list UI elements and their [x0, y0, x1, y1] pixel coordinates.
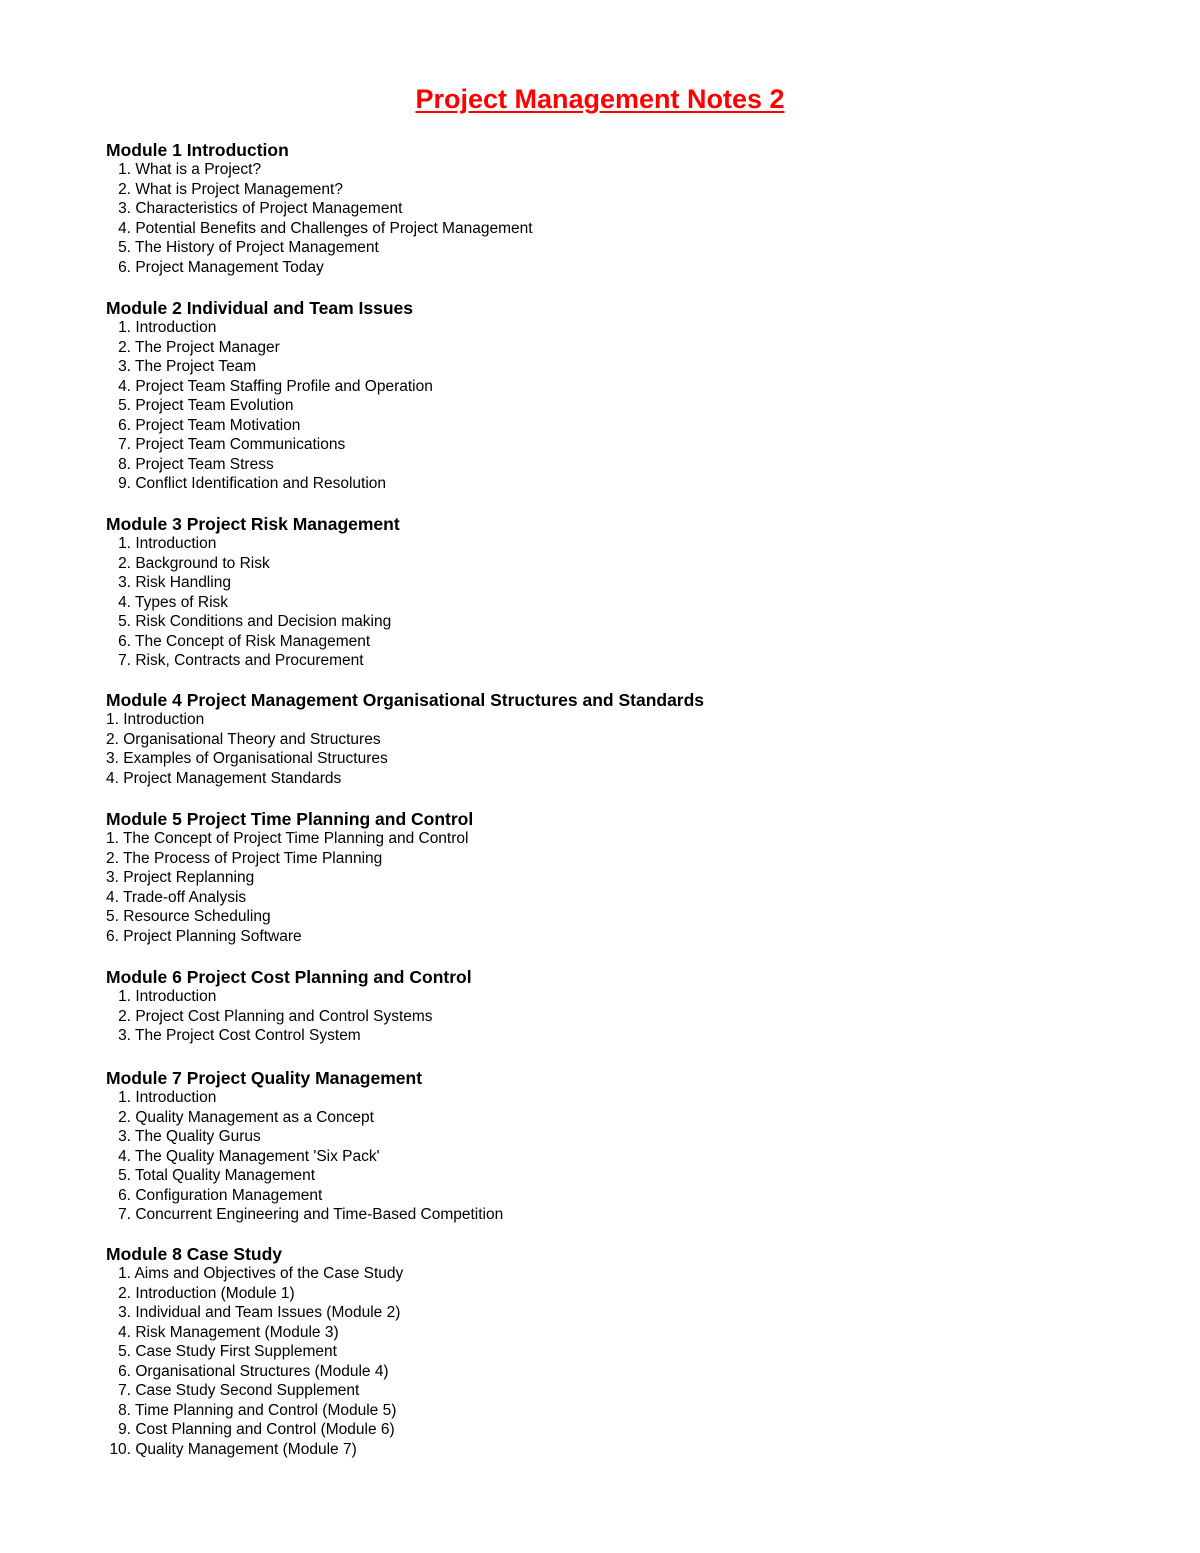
list-item: [106, 593, 400, 613]
list-item: [106, 455, 433, 475]
item-text: Project Team Stress: [135, 455, 274, 473]
item-text: What is a Project?: [135, 161, 262, 178]
item-number: 3.: [106, 869, 119, 886]
list-item: [106, 318, 433, 338]
item-number: 8.: [118, 1401, 131, 1419]
topic-list: [106, 987, 472, 1046]
topic-list: [106, 1264, 403, 1459]
module-heading: Module 6 Project Cost Planning and Control: [106, 967, 472, 987]
item-text: The Process of Project Time Planning: [122, 849, 383, 867]
item-number: 6.: [118, 632, 131, 650]
item-number: 4.: [118, 377, 131, 395]
item-text: Conflict Identification and Resolution: [135, 475, 387, 492]
list-item: [106, 749, 704, 769]
list-item: [106, 338, 433, 358]
item-text: Risk Management (Module 3): [135, 1323, 339, 1341]
list-item: [106, 534, 400, 554]
item-text: The Project Team: [135, 358, 257, 375]
item-text: Concurrent Engineering and Time-Based Competition: [135, 1206, 504, 1223]
item-number: 2.: [118, 1108, 131, 1126]
item-number: 4.: [118, 1323, 131, 1341]
module-heading: Module 5 Project Time Planning and Control: [106, 809, 474, 829]
item-number: 4.: [106, 769, 119, 787]
item-number: 10.: [109, 1440, 131, 1458]
item-number: 3.: [118, 1128, 131, 1145]
list-item: [106, 1088, 503, 1108]
item-text: Project Planning Software: [123, 927, 302, 945]
item-text: What is Project Management?: [135, 180, 343, 198]
module-section: [106, 1068, 503, 1225]
item-text: Case Study Second Supplement: [135, 1382, 360, 1399]
list-item: [106, 849, 473, 869]
list-item: [106, 1342, 403, 1362]
item-number: 4.: [118, 593, 131, 611]
item-text: Organisational Structures (Module 4): [135, 1362, 389, 1380]
item-text: Examples of Organisational Structures: [123, 750, 388, 767]
item-text: Resource Scheduling: [123, 908, 271, 925]
item-number: 6.: [118, 1186, 131, 1204]
item-number: 6.: [118, 416, 131, 434]
module-heading: Module 4 Project Management Organisational Structures and Standards: [106, 690, 705, 710]
list-item: [106, 1362, 403, 1382]
topic-list: [106, 710, 704, 788]
list-item: [106, 238, 533, 258]
item-number: 6.: [106, 927, 119, 945]
item-text: Characteristics of Project Management: [135, 200, 403, 217]
module-heading: Module 2 Individual and Team Issues: [106, 298, 413, 318]
item-text: The Concept of Project Time Planning and Control: [122, 830, 469, 847]
item-number: 2.: [118, 1284, 131, 1302]
item-text: Trade-off Analysis: [122, 888, 247, 906]
list-item: [106, 612, 400, 632]
list-item: [106, 1026, 472, 1046]
item-text: Configuration Management: [135, 1186, 323, 1204]
list-item: [106, 1303, 403, 1323]
item-number: 2.: [118, 554, 131, 572]
module-section: [106, 967, 472, 1046]
item-text: Time Planning and Control (Module 5): [135, 1401, 397, 1419]
item-text: Introduction: [123, 711, 205, 728]
item-number: 1.: [118, 535, 131, 552]
list-item: [106, 632, 400, 652]
list-item: [106, 357, 433, 377]
item-text: Introduction: [135, 1089, 217, 1106]
list-item: [106, 1147, 503, 1167]
item-number: 2.: [106, 730, 119, 748]
list-item: [106, 907, 473, 927]
item-text: Project Management Standards: [123, 769, 342, 787]
item-text: Quality Management as a Concept: [135, 1108, 374, 1126]
item-text: Project Team Evolution: [135, 397, 294, 414]
item-number: 3.: [118, 574, 131, 591]
item-number: 1.: [118, 1089, 131, 1106]
item-number: 1.: [106, 830, 119, 847]
item-text: Project Team Motivation: [135, 416, 301, 434]
list-item: [106, 199, 533, 219]
list-item: [106, 258, 533, 278]
item-text: Individual and Team Issues (Module 2): [135, 1304, 401, 1321]
list-item: [106, 1186, 503, 1206]
item-number: 5.: [118, 397, 131, 414]
item-text: Total Quality Management: [135, 1167, 316, 1184]
item-number: 8.: [118, 455, 131, 473]
item-text: Introduction: [135, 988, 217, 1005]
item-text: The Project Manager: [135, 338, 280, 356]
list-item: [106, 1284, 403, 1304]
list-item: [106, 1108, 503, 1128]
list-item: [106, 868, 473, 888]
list-item: [106, 474, 433, 494]
item-number: 5.: [118, 1167, 131, 1184]
item-text: Project Team Communications: [135, 436, 346, 453]
item-text: Aims and Objectives of the Case Study: [134, 1265, 404, 1282]
module-heading: Module 7 Project Quality Management: [106, 1068, 423, 1088]
list-item: [106, 769, 704, 789]
list-item: [106, 888, 473, 908]
list-item: [106, 1381, 403, 1401]
item-number: 3.: [118, 1304, 131, 1321]
item-number: 2.: [118, 1007, 131, 1025]
list-item: [106, 160, 533, 180]
list-item: [106, 219, 533, 239]
list-item: [106, 730, 704, 750]
topic-list: [106, 160, 533, 277]
item-number: 2.: [106, 849, 119, 867]
module-section: [106, 690, 704, 788]
item-number: 7.: [118, 436, 131, 453]
list-item: [106, 651, 400, 671]
item-text: Quality Management (Module 7): [135, 1440, 357, 1458]
item-number: 9.: [118, 475, 131, 492]
item-text: The Quality Gurus: [135, 1128, 261, 1145]
list-item: [106, 1440, 403, 1460]
list-item: [106, 710, 704, 730]
item-number: 3.: [118, 358, 131, 375]
item-text: Project Team Staffing Profile and Operation: [135, 377, 433, 395]
list-item: [106, 1264, 403, 1284]
module-heading: Module 1 Introduction: [106, 140, 289, 160]
item-text: Background to Risk: [135, 554, 270, 572]
item-number: 1.: [118, 988, 131, 1005]
module-section: [106, 298, 433, 494]
item-text: The Quality Management 'Six Pack': [135, 1147, 380, 1165]
page-title: Project Management Notes 2: [415, 84, 785, 114]
item-number: 3.: [118, 200, 131, 217]
list-item: [106, 927, 473, 947]
list-item: [106, 1166, 503, 1186]
item-number: 3.: [118, 1027, 131, 1044]
module-heading: Module 8 Case Study: [106, 1244, 283, 1264]
item-text: Risk Conditions and Decision making: [135, 613, 392, 630]
list-item: [106, 1007, 472, 1027]
module-section: [106, 514, 400, 671]
item-text: The Project Cost Control System: [135, 1027, 361, 1044]
item-number: 6.: [118, 258, 131, 276]
item-number: 9.: [118, 1421, 131, 1438]
item-number: 6.: [118, 1362, 131, 1380]
item-number: 4.: [118, 1147, 131, 1165]
list-item: [106, 180, 533, 200]
item-text: Risk, Contracts and Procurement: [135, 652, 364, 669]
item-number: 1.: [106, 711, 119, 728]
item-number: 5.: [118, 613, 131, 630]
item-text: Organisational Theory and Structures: [123, 730, 381, 748]
item-number: 1.: [118, 319, 131, 336]
list-item: [106, 554, 400, 574]
topic-list: [106, 534, 400, 671]
list-item: [106, 1205, 503, 1225]
item-text: Project Cost Planning and Control Systems: [135, 1007, 433, 1025]
item-text: Risk Handling: [135, 574, 231, 591]
item-text: Introduction: [135, 319, 217, 336]
item-text: The History of Project Management: [135, 239, 379, 256]
item-text: Potential Benefits and Challenges of Project Management: [135, 219, 533, 237]
list-item: [106, 416, 433, 436]
item-text: The Concept of Risk Management: [135, 632, 371, 650]
list-item: [106, 987, 472, 1007]
list-item: [106, 573, 400, 593]
item-number: 1.: [118, 161, 131, 178]
list-item: [106, 1127, 503, 1147]
item-number: 5.: [118, 1343, 131, 1360]
item-number: 2.: [118, 180, 131, 198]
topic-list: [106, 318, 433, 494]
module-heading: Module 3 Project Risk Management: [106, 514, 400, 534]
item-number: 5.: [106, 908, 119, 925]
item-text: Project Management Today: [135, 258, 324, 276]
item-number: 7.: [118, 1382, 131, 1399]
item-number: 7.: [118, 1206, 131, 1223]
item-text: Project Replanning: [123, 869, 255, 886]
list-item: [106, 1401, 403, 1421]
module-section: [106, 809, 473, 946]
module-section: [106, 1244, 403, 1459]
item-number: 2.: [118, 338, 131, 356]
item-text: Introduction (Module 1): [135, 1284, 295, 1302]
topic-list: [106, 829, 473, 946]
item-text: Cost Planning and Control (Module 6): [135, 1421, 395, 1438]
item-text: Introduction: [135, 535, 217, 552]
item-number: 4.: [106, 888, 119, 906]
module-section: [106, 140, 533, 277]
item-number: 7.: [118, 652, 131, 669]
item-text: Types of Risk: [135, 593, 229, 611]
list-item: [106, 377, 433, 397]
list-item: [106, 1323, 403, 1343]
list-item: [106, 829, 473, 849]
topic-list: [106, 1088, 503, 1225]
list-item: [106, 1420, 403, 1440]
item-text: Case Study First Supplement: [135, 1343, 337, 1360]
list-item: [106, 435, 433, 455]
item-number: 1.: [118, 1265, 131, 1282]
item-number: 3.: [106, 750, 119, 767]
list-item: [106, 396, 433, 416]
item-number: 4.: [118, 219, 131, 237]
item-number: 5.: [118, 239, 131, 256]
